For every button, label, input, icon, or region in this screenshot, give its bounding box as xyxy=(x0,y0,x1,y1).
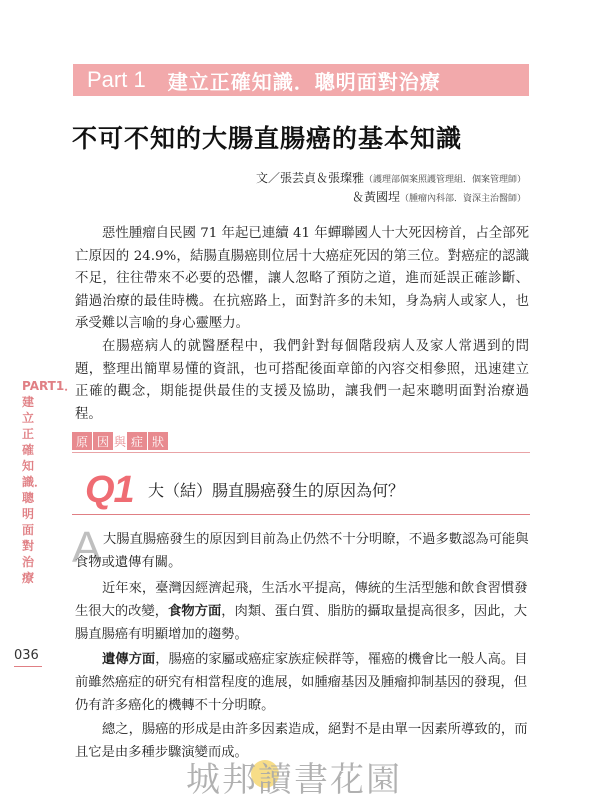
byline-role-1: （護理部個案照護管理組．個案管理師） xyxy=(363,175,526,185)
answer-paragraph-1: 大腸直腸癌發生的原因到目前為止仍然不十分明瞭，不過多數認為可能與食物或遺傳有關。 xyxy=(75,532,529,570)
answer-text: 近年來，臺灣因經濟起飛，生活水平提高，傳統的生活型態和飲食習慣發生很大的改變， xyxy=(75,581,528,619)
byline-authors-1 xyxy=(256,169,526,186)
part-title: 建立正確知識．聰明面對治療 xyxy=(167,69,441,94)
section-divider xyxy=(72,452,530,453)
sidebar-section-title: PART1．建立正確知識．聰明面對治療 xyxy=(22,379,77,585)
question-text: 大（結）腸直腸癌發生的原因為何？ xyxy=(148,481,405,500)
question-heading xyxy=(72,470,530,510)
page-number: 036 xyxy=(14,648,39,663)
section-tag-char: 症 xyxy=(127,432,147,450)
answer-letter: A xyxy=(72,523,102,572)
part-banner xyxy=(73,64,529,96)
article-title: 不可不知的大腸直腸癌的基本知識 xyxy=(72,124,463,153)
answer-paragraph-3 xyxy=(75,648,531,717)
section-tag-char: 狀 xyxy=(148,432,168,450)
question-badge: Q1 xyxy=(85,469,134,511)
section-tag-char: 原 xyxy=(72,432,92,450)
answer-emphasis: 食物方面 xyxy=(168,604,222,619)
answer-text: ，肉類、蛋白質、脂肪的攝取量提高很多，因此，大腸直腸癌有明顯增加的趨勢。 xyxy=(75,604,528,642)
answer-emphasis: 遺傳方面 xyxy=(102,652,156,667)
question-divider xyxy=(72,514,530,515)
watermark-text: 城邦讀書花園 xyxy=(186,760,402,800)
byline-name-1: 文／張芸貞＆張璨雅 xyxy=(255,171,364,185)
intro-paragraph-2: 在腸癌病人的就醫歷程中，我們針對每個階段病人及家人常遇到的問題，整理出簡單易懂的資訊，也可搭配後面章節的內容交相參照，迅速建立正確的觀念，期能提供最佳的支援及協助，讓我們一起來聰明面對治療過程。 xyxy=(75,339,529,422)
byline-authors-2 xyxy=(352,188,526,205)
answer-paragraph-4: 總之，腸癌的形成是由許多因素造成，絕對不是由單一因素所導致的，而且它是由多種步驟演變而成。 xyxy=(75,722,528,760)
part-label: Part 1 xyxy=(87,67,146,92)
section-tag-char: 與 xyxy=(114,432,126,450)
answer-text: ，腸癌的家屬或癌症家族症候群等，罹癌的機會比一般人高。目前雖然癌症的研究有相當程度的進展，如腫瘤基因及腫瘤抑制基因的發現，但仍有許多癌化的機轉不十分明瞭。 xyxy=(75,652,528,713)
section-tag xyxy=(72,432,169,450)
answer-paragraph-2 xyxy=(75,577,531,646)
byline-role-2: （腫瘤內科部．資深主治醫師） xyxy=(399,194,526,204)
intro-paragraph-1: 惡性腫瘤自民國 71 年起已連續 41 年蟬聯國人十大死因榜首，占全部死亡原因的 24.9%，結腸直腸癌則位居十大癌症死因的第三位。對癌症的認識不足，往往帶來不必要的恐懼，讓人忽略了預防之道，進而延誤正確診斷、錯過治療的最佳時機。在抗癌路上，面對許多的未知，身為病人或家人，也承受難以言喻的身心靈壓力。 xyxy=(75,226,529,331)
page-number-rule xyxy=(14,666,42,667)
section-tag-char: 因 xyxy=(93,432,113,450)
byline-name-2: ＆黃國埕 xyxy=(351,190,400,204)
